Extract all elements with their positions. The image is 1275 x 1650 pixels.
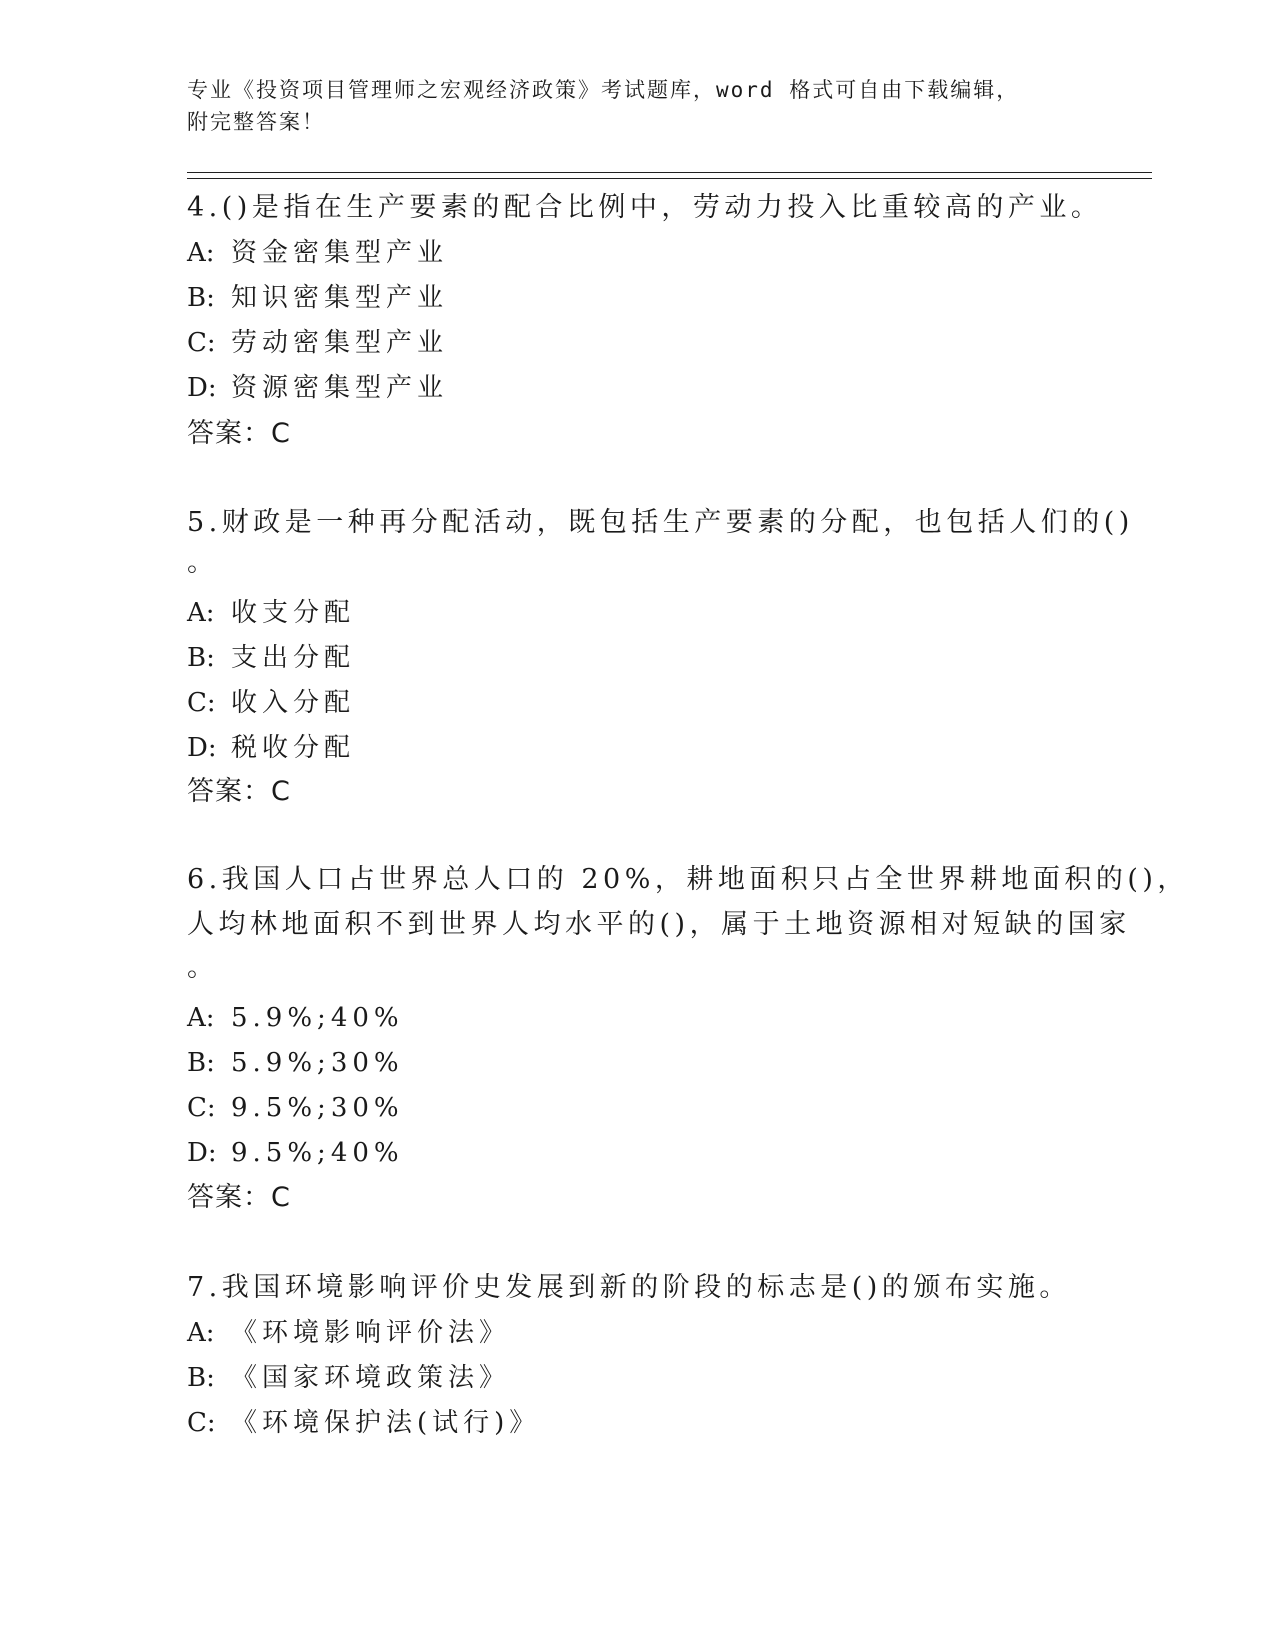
option-label: D: (187, 1138, 217, 1168)
option-label: C: (187, 1093, 216, 1123)
question-5-answer: 答案：C (187, 776, 291, 807)
question-6-stem: 6.我国人口占世界总人口的 20%，耕地面积只占全世界耕地面积的()， (187, 864, 1189, 895)
question-5-stem-cont: 。 (187, 547, 219, 578)
option-text: 资金密集型产业 (231, 238, 449, 268)
option-text: 《环境保护法(试行)》 (231, 1408, 541, 1438)
question-6-stem-cont-1: 人均林地面积不到世界人均水平的()，属于土地资源相对短缺的国家 (187, 909, 1131, 940)
question-6-option-a (187, 1000, 404, 1036)
question-5-option-c (187, 685, 355, 721)
question-4-option-c (187, 325, 448, 361)
option-text: 5.9%;30% (231, 1048, 404, 1078)
question-4-option-d (187, 370, 448, 406)
option-text: 9.5%;30% (231, 1093, 404, 1123)
question-6-option-b (187, 1045, 404, 1081)
option-text: 收支分配 (231, 598, 356, 628)
question-4-option-a (187, 235, 448, 271)
header-divider-top (187, 172, 1152, 173)
question-5-option-b (187, 640, 355, 676)
option-text: 9.5%;40% (231, 1138, 404, 1168)
question-5-option-a (187, 595, 355, 631)
option-label: A: (187, 238, 215, 268)
option-text: 5.9%;40% (231, 1003, 404, 1033)
option-text: 知识密集型产业 (231, 283, 449, 313)
option-text: 支出分配 (231, 643, 356, 673)
header-divider-bottom (187, 178, 1152, 179)
question-7-option-c (187, 1405, 540, 1441)
question-6-option-c (187, 1090, 404, 1126)
question-4-option-b (187, 280, 448, 316)
option-label: C: (187, 688, 216, 718)
option-text: 收入分配 (231, 688, 356, 718)
question-5-stem: 5.财政是一种再分配活动，既包括生产要素的分配，也包括人们的() (187, 507, 1134, 538)
question-4-stem: 4.()是指在生产要素的配合比例中，劳动力投入比重较高的产业。 (187, 192, 1103, 223)
option-label: A: (187, 598, 215, 628)
option-text: 《环境影响评价法》 (231, 1318, 511, 1348)
question-7-stem: 7.我国环境影响评价史发展到新的阶段的标志是()的颁布实施。 (187, 1272, 1071, 1303)
option-label: C: (187, 1408, 216, 1438)
question-6-answer: 答案：C (187, 1182, 291, 1213)
option-label: A: (187, 1003, 215, 1033)
option-label: A: (187, 1318, 215, 1348)
option-label: C: (187, 328, 216, 358)
question-7-option-a (187, 1315, 510, 1351)
question-7-option-b (187, 1360, 510, 1396)
question-5-option-d (187, 730, 355, 766)
option-label: D: (187, 733, 217, 763)
question-4-answer: 答案：C (187, 418, 291, 449)
header-text-line-2: 附完整答案！ (187, 110, 325, 134)
option-label: D: (187, 373, 217, 403)
option-label: B: (187, 643, 215, 673)
option-text: 资源密集型产业 (231, 373, 449, 403)
question-6-option-d (187, 1135, 404, 1171)
option-label: B: (187, 1048, 215, 1078)
header-text-line-1: 专业《投资项目管理师之宏观经济政策》考试题库，word 格式可自由下载编辑， (187, 78, 1020, 102)
option-text: 劳动密集型产业 (231, 328, 449, 358)
question-6-stem-cont-2: 。 (187, 952, 219, 983)
option-label: B: (187, 1363, 215, 1393)
option-label: B: (187, 283, 215, 313)
option-text: 《国家环境政策法》 (231, 1363, 511, 1393)
option-text: 税收分配 (231, 733, 356, 763)
